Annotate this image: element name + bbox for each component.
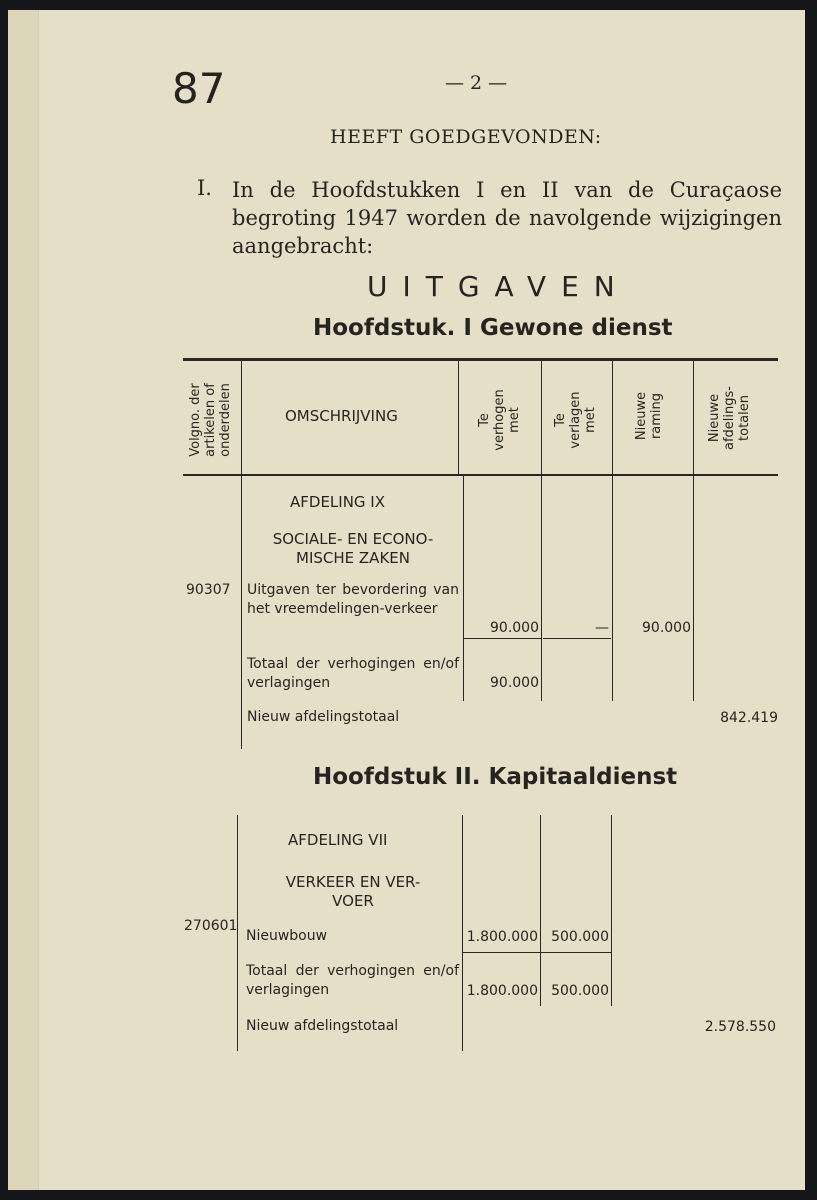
- page-gutter: [8, 10, 39, 1190]
- sum-line-decrease: [543, 638, 611, 639]
- header-col-description: OMSCHRIJVING: [285, 407, 398, 425]
- col-divider-4: [693, 361, 694, 701]
- chapter1-new-total-value: 842.419: [720, 710, 778, 726]
- catalog-number: 87: [172, 64, 226, 113]
- chapter2-row-number: 270601: [184, 918, 238, 934]
- chapter1-row-number: 90307: [186, 582, 231, 598]
- header-col-new-estimate: Nieuwe raming: [634, 391, 664, 441]
- col-divider-2: [458, 361, 459, 476]
- page-number: — 2 —: [445, 72, 508, 94]
- chapter1-row-decrease: —: [595, 620, 609, 636]
- t2-col-divider-3: [540, 815, 541, 1006]
- col-divider-2b: [541, 361, 542, 701]
- chapter2-row-increase: 1.800.000: [466, 929, 538, 945]
- header-col-decrease: Te verlagen met: [553, 391, 598, 449]
- chapter1-new-total-label: Nieuw afdelingstotaal: [247, 709, 400, 725]
- col-divider-inc: [463, 476, 464, 701]
- t2-col-divider-4: [611, 815, 612, 1006]
- chapter1-row-desc: Uitgaven ter bevordering van het vreemdelingen-verkeer: [247, 582, 459, 617]
- heading: HEEFT GOEDGEVONDEN:: [330, 126, 602, 148]
- chapter2-total-decrease: 500.000: [551, 983, 609, 999]
- chapter2-new-total-label: Nieuw afdelingstotaal: [246, 1018, 399, 1034]
- header-col-new-totals: Nieuwe afdelings- totalen: [707, 386, 752, 450]
- chapter1-afdeling-name: SOCIALE- EN ECONO- MISCHE ZAKEN: [272, 530, 434, 567]
- header-col-increase: Te verhogen met: [477, 389, 522, 451]
- chapter1-row-new-estimate: 90.000: [642, 620, 691, 636]
- sum-line-increase: [463, 638, 541, 639]
- chapter1-total-increase: 90.000: [490, 675, 539, 691]
- col-divider-3: [612, 361, 613, 701]
- chapter2-total-increase: 1.800.000: [466, 983, 538, 999]
- chapter1-row-increase: 90.000: [490, 620, 539, 636]
- t2-sum-line-increase: [463, 952, 540, 953]
- section-title: UITGAVEN: [367, 270, 630, 303]
- chapter2-row-decrease: 500.000: [551, 929, 609, 945]
- chapter2-afdeling-name: VERKEER EN VER- VOER: [285, 873, 421, 910]
- chapter2-row-desc: Nieuwbouw: [246, 928, 328, 944]
- header-col-number: Volgno. der artikelen of onderdelen: [188, 383, 233, 457]
- article-numeral: I.: [197, 176, 212, 200]
- chapter2-title: Hoofdstuk II. Kapitaaldienst: [313, 764, 678, 790]
- col-divider-1: [241, 361, 242, 749]
- article-text: In de Hoofdstukken I en II van de Curaçaose begroting 1947 worden de navolgende wijzigingen aangebracht:: [232, 178, 782, 258]
- chapter1-title: Hoofdstuk. I Gewone dienst: [313, 315, 673, 341]
- chapter2-total-label: Totaal der verhogingen en/of verlagingen: [246, 963, 459, 998]
- t2-sum-line-decrease: [541, 952, 611, 953]
- chapter2-afdeling: AFDELING VII: [288, 831, 388, 849]
- chapter1-total-label: Totaal der verhogingen en/of verlagingen: [247, 656, 459, 691]
- chapter1-afdeling: AFDELING IX: [290, 493, 386, 511]
- table-top-rule: [183, 358, 778, 361]
- chapter2-new-total-value: 2.578.550: [704, 1019, 776, 1035]
